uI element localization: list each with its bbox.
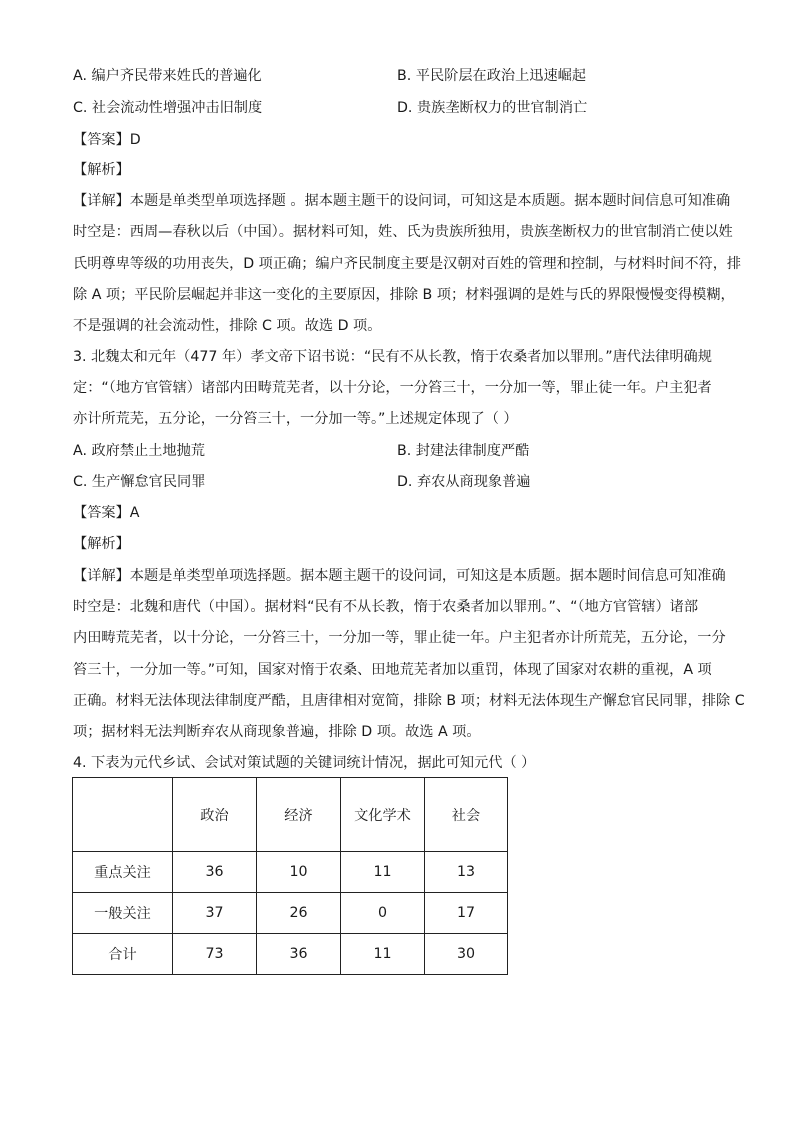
q2-option-b[interactable]: B. 平民阶层在政治上迅速崛起 — [397, 68, 587, 84]
table-row — [73, 893, 508, 934]
q3-option-b[interactable]: B. 封建法律制度严酷 — [397, 443, 530, 459]
table-cell: 30 — [425, 934, 508, 975]
q3-option-a[interactable]: A. 政府禁止土地抛荒 — [73, 443, 205, 459]
table-cell: 36 — [173, 852, 257, 893]
q4-stem: 4. 下表为元代乡试、会试对策试题的关键词统计情况，据此可知元代（ ） — [73, 755, 536, 771]
table-cell: 合计 — [73, 934, 173, 975]
table-row — [73, 852, 508, 893]
q3-option-c[interactable]: C. 生产懈怠官民同罪 — [73, 474, 206, 490]
table-cell: 10 — [257, 852, 341, 893]
q2-option-d[interactable]: D. 贵族垄断权力的世官制消亡 — [397, 100, 588, 116]
q2-option-c[interactable]: C. 社会流动性增强冲击旧制度 — [73, 100, 263, 116]
table-cell: 11 — [341, 934, 425, 975]
q3-detail-line: 时空是：北魏和唐代（中国）。据材料“民有不从长教，惰于农桑者加以罪刑。”、“（地方官管辖）诸部 — [73, 599, 699, 615]
keyword-stats-table — [72, 777, 508, 975]
q3-detail-line: 项；据材料无法判断弃农从商现象普遍，排除 D 项。故选 A 项。 — [73, 724, 481, 740]
q2-detail-line: 除 A 项；平民阶层崛起并非这一变化的主要原因，排除 B 项；材料强调的是姓与氏的界限慢慢变得模糊， — [73, 287, 735, 303]
table-cell: 0 — [341, 893, 425, 934]
q2-analysis-label: 【解析】 — [73, 162, 130, 178]
table-header-cell: 经济 — [257, 778, 341, 852]
q3-detail-line: 内田畴荒芜者，以十分论，一分笞三十，一分加一等，罪止徒一年。户主犯者亦计所荒芜，五分论，一分 — [73, 630, 726, 646]
table-cell: 11 — [341, 852, 425, 893]
q2-detail-line: 时空是：西周—春秋以后（中国）。据材料可知，姓、氏为贵族所独用，贵族垄断权力的世官制消亡使以姓 — [73, 224, 733, 240]
table-cell: 一般关注 — [73, 893, 173, 934]
q3-detail-line: 正确。材料无法体现法律制度严酷，且唐律相对宽简，排除 B 项；材料无法体现生产懈怠官民同罪，排除 C — [73, 693, 745, 709]
q3-analysis-label: 【解析】 — [73, 536, 130, 552]
table-header-row — [73, 778, 508, 852]
q3-stem-line: 3. 北魏太和元年（477 年）孝文帝下诏书说：“民有不从长教，惰于农桑者加以罪刑。”唐代法律明确规 — [73, 349, 712, 365]
table-header-cell: 政治 — [173, 778, 257, 852]
table-cell: 17 — [425, 893, 508, 934]
q2-option-a[interactable]: A. 编户齐民带来姓氏的普遍化 — [73, 68, 262, 84]
table-cell: 26 — [257, 893, 341, 934]
q2-detail-line: 【详解】本题是单类型单项选择题 。据本题主题干的设问词，可知这是本质题。据本题时间信息可知准确 — [73, 193, 731, 209]
table-row — [73, 934, 508, 975]
q3-stem-line: 定：“（地方官管辖）诸部内田畴荒芜者，以十分论，一分笞三十，一分加一等，罪止徒一年。户主犯者 — [73, 380, 712, 396]
q3-detail-line: 【详解】本题是单类型单项选择题。据本题主题干的设问词，可知这是本质题。据本题时间信息可知准确 — [73, 568, 726, 584]
table-cell: 73 — [173, 934, 257, 975]
table-header-cell: 社会 — [425, 778, 508, 852]
q3-detail-line: 笞三十，一分加一等。”可知，国家对惰于农桑、田地荒芜者加以重罚，体现了国家对农耕的重视，A 项 — [73, 662, 712, 678]
q3-answer: 【答案】A — [73, 505, 140, 521]
q2-detail-line: 氏明尊卑等级的功用丧失，D 项正确；编户齐民制度主要是汉朝对百姓的管理和控制，与材料时间不符，排 — [73, 256, 742, 272]
q2-detail-line: 不是强调的社会流动性，排除 C 项。故选 D 项。 — [73, 318, 382, 334]
table-cell: 13 — [425, 852, 508, 893]
q2-answer: 【答案】D — [73, 132, 141, 148]
q3-stem-line: 亦计所荒芜，五分论，一分笞三十，一分加一等。”上述规定体现了（ ） — [73, 411, 518, 427]
table-header-cell — [73, 778, 173, 852]
table-cell: 37 — [173, 893, 257, 934]
q3-option-d[interactable]: D. 弃农从商现象普遍 — [397, 474, 531, 490]
table-cell: 重点关注 — [73, 852, 173, 893]
table-cell: 36 — [257, 934, 341, 975]
table-header-cell: 文化学术 — [341, 778, 425, 852]
